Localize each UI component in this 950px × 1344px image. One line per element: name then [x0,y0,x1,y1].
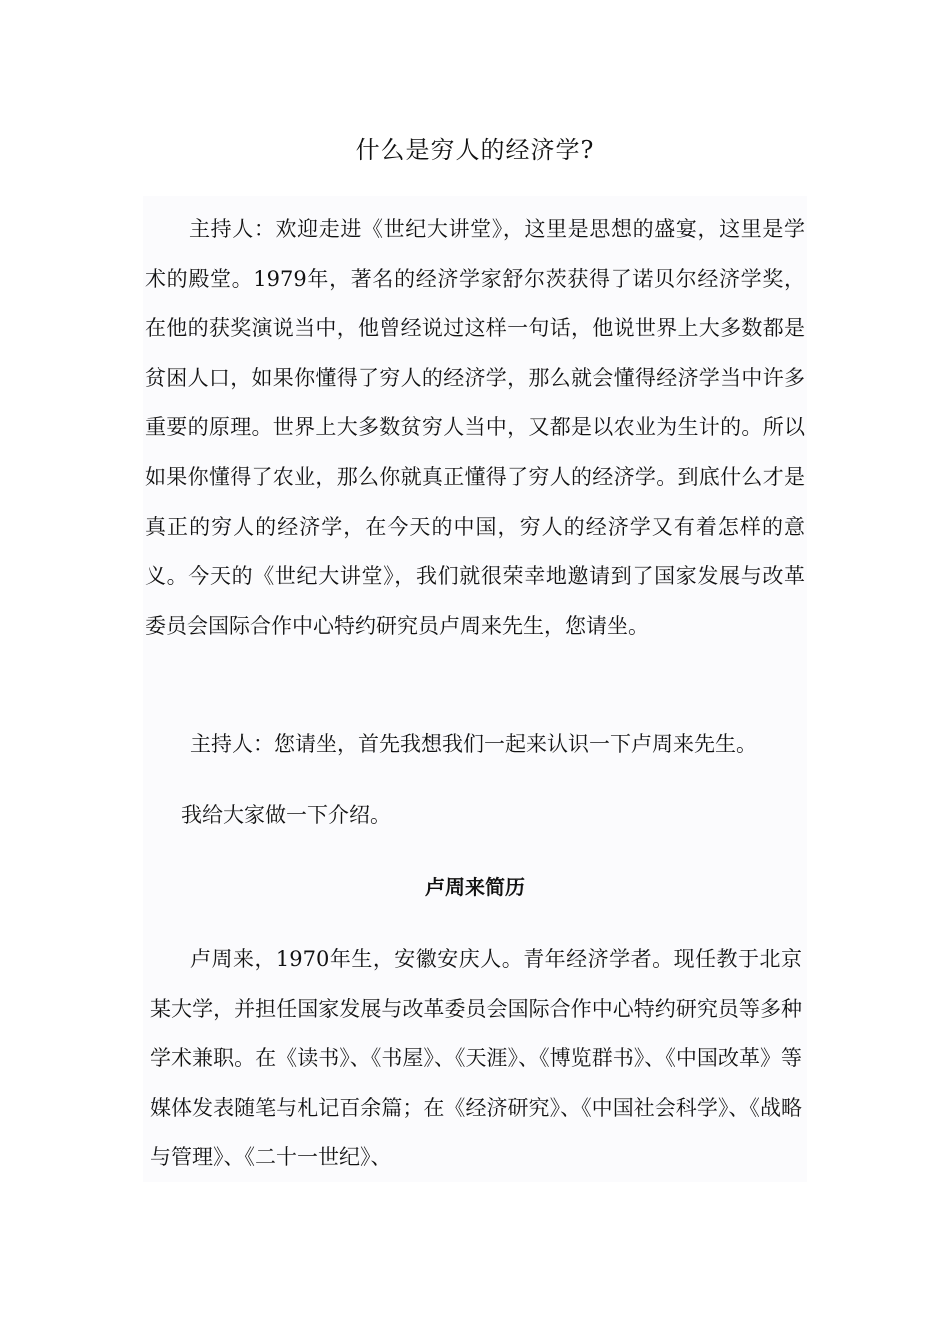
page-title: 什么是穷人的经济学? [355,136,595,164]
introduction-line: 我给大家做一下介绍。 [181,803,391,827]
host-second-remark: 主持人：您请坐，首先我想我们一起来认识一下卢周来先生。 [190,732,757,756]
bio-paragraph: 卢周来，1970年生，安徽安庆人。青年经济学者。现任教于北京某大学，并担任国家发展与改革委员会国际合作中心特约研究员等多种学术兼职。在《读书》、《书屋》、《天涯》、《博览群书》、《中国改革》等媒体发表随笔与札记百余篇；在《经济研究》、《中国社会科学》、《战略与管理》、《二十一世纪》、 [150,947,802,1170]
bio-section-heading: 卢周来简历 [425,875,525,899]
host-opening-paragraph: 主持人：欢迎走进《世纪大讲堂》，这里是思想的盛宴，这里是学术的殿堂。1979年，著名的经济学家舒尔茨获得了诺贝尔经济学奖，在他的获奖演说当中，他曾经说过这样一句话，他说世界上大多数都是贫困人口，如果你懂得了穷人的经济学，那么就会懂得经济学当中许多重要的原理。世界上大多数贫穷人当中，又都是以农业为生计的。所以如果你懂得了农业，那么你就真正懂得了穷人的经济学。到底什么才是真正的穷人的经济学，在今天的中国，穷人的经济学又有着怎样的意义。今天的《世纪大讲堂》，我们就很荣幸地邀请到了国家发展与改革委员会国际合作中心特约研究员卢周来先生，您请坐。 [145,217,805,638]
